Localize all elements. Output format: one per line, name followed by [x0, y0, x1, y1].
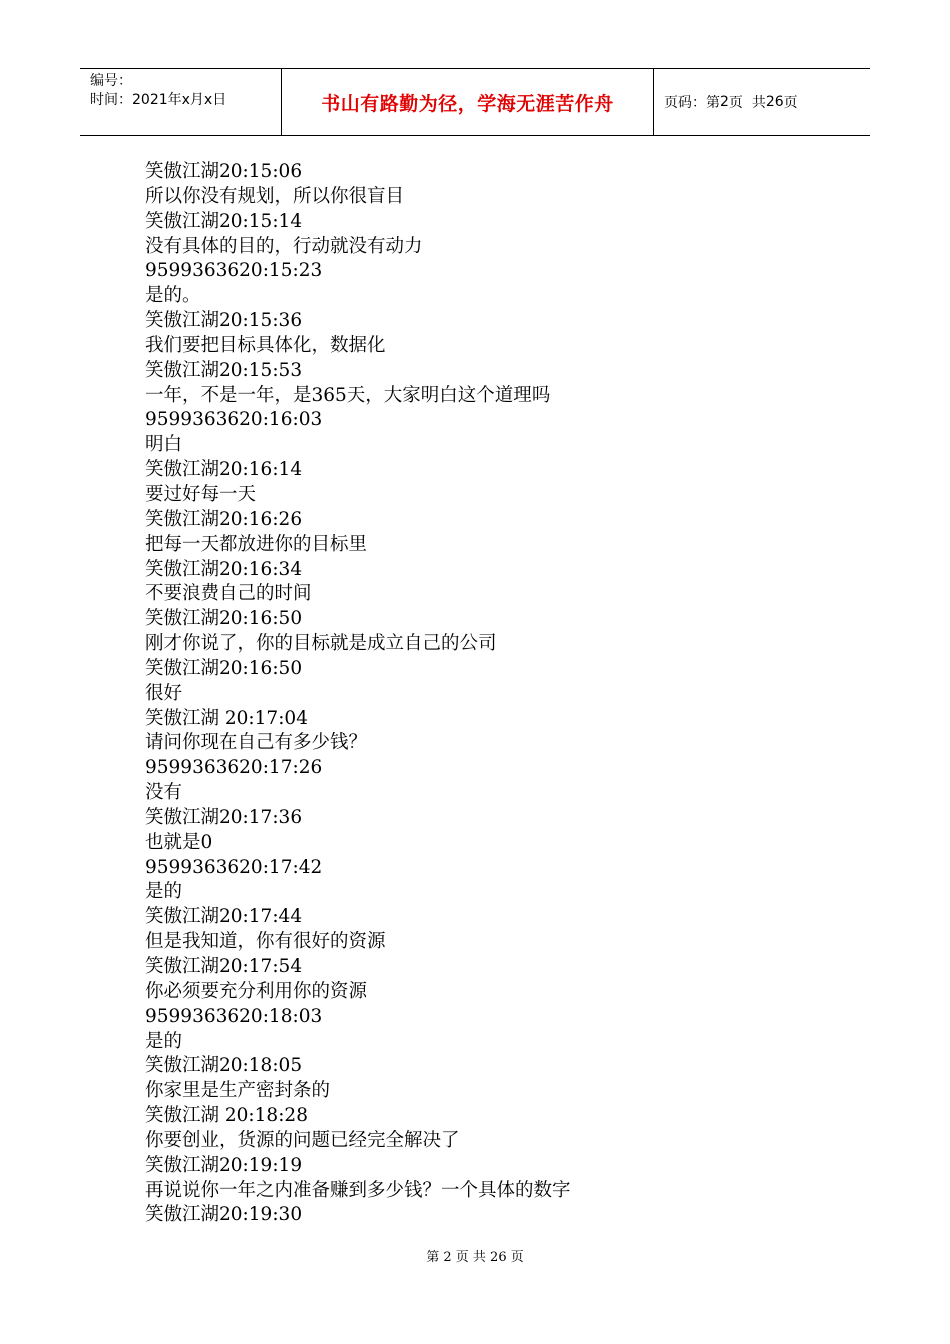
- transcript-line: 笑傲江湖20:15:06: [145, 161, 303, 182]
- transcript-line: 9599363620:15:23: [145, 260, 323, 282]
- transcript-line: 9599363620:17:26: [145, 757, 323, 779]
- transcript-line: 没有具体的目的，行动就没有动力: [145, 235, 423, 257]
- transcript-line: 笑傲江湖 20:17:04: [145, 707, 308, 729]
- transcript-line: 笑傲江湖20:18:05: [145, 1055, 303, 1077]
- transcript-line: 你家里是生产密封条的: [145, 1080, 331, 1102]
- transcript-line: 再说说你一年之内准备赚到多少钱？一个具体的数字: [145, 1179, 571, 1201]
- transcript-line: 很好: [145, 682, 183, 704]
- header-motto-cell: [282, 69, 654, 135]
- transcript-line: 你必须要充分利用你的资源: [145, 980, 368, 1002]
- transcript-line: 明白: [145, 434, 183, 456]
- transcript-line: 笑傲江湖20:17:54: [145, 956, 303, 977]
- transcript-line: 笑傲江湖20:16:34: [145, 558, 303, 580]
- page-prefix: 页码：第: [664, 95, 720, 111]
- transcript-line: 要过好每一天: [145, 483, 257, 505]
- transcript-line: 9599363620:18:03: [145, 1005, 323, 1027]
- chat-transcript: [145, 160, 865, 1228]
- page-mid: 页 共: [728, 95, 766, 111]
- transcript-line: 没有: [145, 782, 183, 804]
- transcript-line: 也就是0: [145, 831, 213, 853]
- transcript-line: 请问你现在自己有多少钱？: [145, 732, 368, 754]
- transcript-line: 是的: [145, 1030, 183, 1052]
- transcript-line: 笑傲江湖20:15:36: [145, 310, 303, 332]
- header-page-cell: [654, 69, 870, 135]
- transcript-line: 刚才你说了，你的目标就是成立自己的公司: [145, 633, 497, 655]
- transcript-line: 所以你没有规划，所以你很盲目: [145, 185, 405, 207]
- page-current: 2: [720, 94, 729, 110]
- transcript-line: 但是我知道，你有很好的资源: [145, 931, 386, 953]
- document-date-label: 时间：2021年x月x日: [90, 92, 227, 108]
- transcript-line: 你要创业，货源的问题已经完全解决了: [145, 1129, 460, 1151]
- transcript-line: 笑傲江湖20:17:44: [145, 906, 303, 928]
- transcript-line: 笑傲江湖20:17:36: [145, 806, 303, 828]
- transcript-line: 一年，不是一年，是365天，大家明白这个道理吗: [145, 384, 551, 406]
- page-total: 26: [765, 94, 784, 110]
- transcript-line: 笑傲江湖20:16:50: [145, 657, 303, 679]
- header-meta-cell: [80, 69, 282, 135]
- transcript-line: 9599363620:16:03: [145, 409, 323, 431]
- transcript-line: 笑傲江湖20:15:53: [145, 359, 303, 381]
- transcript-line: 笑傲江湖 20:18:28: [145, 1105, 308, 1127]
- transcript-line: 笑傲江湖20:19:19: [145, 1154, 303, 1176]
- page-header: [80, 68, 870, 136]
- header-motto: 书山有路勤为径，学海无涯苦作舟: [321, 92, 614, 115]
- transcript-line: 是的。: [145, 285, 201, 307]
- transcript-line: 笑傲江湖20:16:50: [145, 608, 303, 630]
- transcript-line: 笑傲江湖20:16:14: [145, 459, 303, 481]
- transcript-line: 笑傲江湖20:15:14: [145, 210, 303, 232]
- transcript-line: 笑傲江湖20:19:30: [145, 1204, 303, 1226]
- document-number-label: 编号：: [90, 73, 132, 89]
- transcript-line: 是的: [145, 881, 183, 903]
- transcript-line: 把每一天都放进你的目标里: [145, 533, 368, 555]
- transcript-line: 笑傲江湖20:16:26: [145, 508, 303, 530]
- page-footer: 第 2 页 共 26 页: [426, 1250, 524, 1265]
- transcript-line: 不要浪费自己的时间: [145, 583, 312, 605]
- transcript-line: 9599363620:17:42: [145, 856, 323, 878]
- page-suffix: 页: [783, 95, 798, 111]
- transcript-line: 我们要把目标具体化，数据化: [145, 334, 386, 356]
